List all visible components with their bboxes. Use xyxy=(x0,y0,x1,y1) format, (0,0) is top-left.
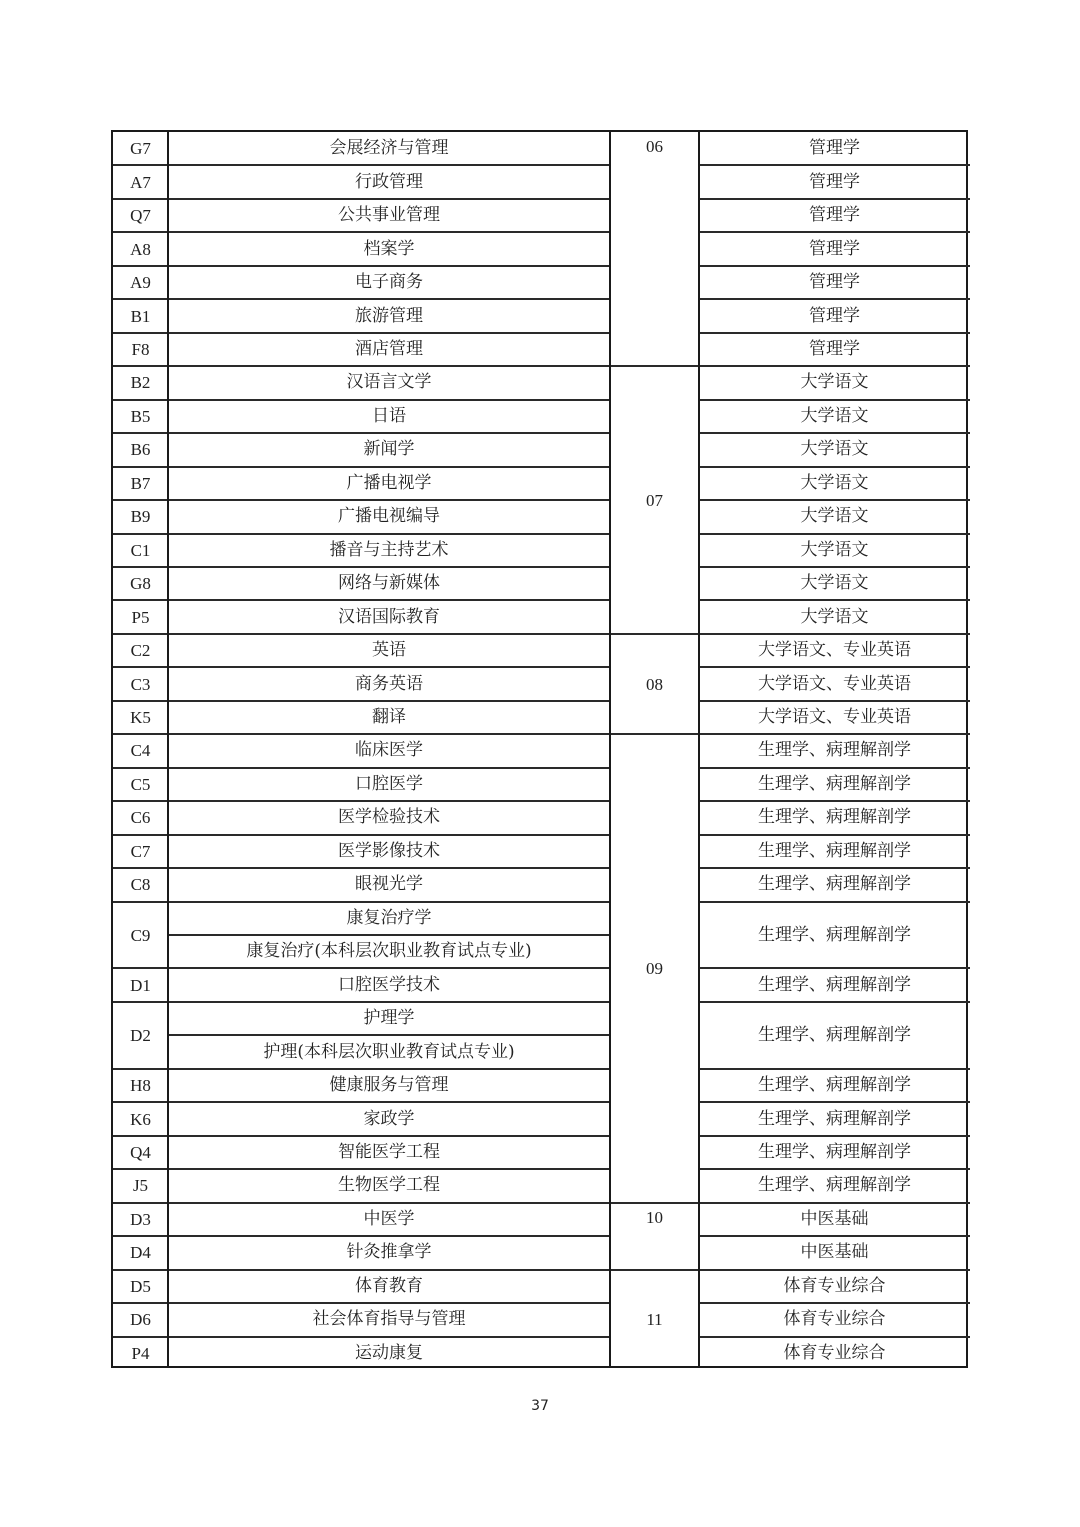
row-divider xyxy=(113,633,610,635)
major-name-cell: 日语 xyxy=(372,405,406,426)
page-number: 37 xyxy=(531,1398,549,1414)
row-divider xyxy=(699,834,970,836)
row-divider xyxy=(699,1001,970,1003)
row-divider xyxy=(113,800,610,802)
group-divider xyxy=(610,1269,699,1271)
major-name-cell: 汉语国际教育 xyxy=(338,606,440,627)
group-divider xyxy=(610,733,699,735)
major-code-cell: D4 xyxy=(130,1243,151,1263)
row-divider xyxy=(699,1068,970,1070)
exam-subject-cell: 大学语文 xyxy=(800,539,869,560)
exam-subject-cell: 生理学、病理解剖学 xyxy=(758,840,911,861)
row-divider xyxy=(113,298,610,300)
major-code-cell: Q4 xyxy=(130,1143,151,1162)
row-divider xyxy=(113,1135,610,1137)
row-divider xyxy=(113,834,610,836)
major-name-cell: 社会体育指导与管理 xyxy=(312,1309,466,1330)
row-divider xyxy=(699,265,970,267)
major-name-cell: 电子商务 xyxy=(355,272,423,293)
major-code-cell: B6 xyxy=(130,440,151,460)
major-code-cell: A8 xyxy=(130,239,151,259)
major-code-cell: P4 xyxy=(131,1343,150,1363)
major-code-cell: C3 xyxy=(130,674,151,694)
row-divider xyxy=(699,967,970,969)
exam-subject-cell: 管理学 xyxy=(809,238,860,259)
major-code-cell: A9 xyxy=(130,273,151,293)
group-code-cell: 11 xyxy=(646,1310,663,1330)
major-code-cell: D2 xyxy=(130,1025,151,1045)
row-divider xyxy=(113,164,610,166)
exam-subject-cell: 生理学、病理解剖学 xyxy=(758,1175,911,1196)
row-divider xyxy=(113,700,610,702)
major-code-cell: C5 xyxy=(130,774,151,794)
row-divider xyxy=(113,1302,610,1304)
row-divider xyxy=(699,666,970,668)
column-divider xyxy=(167,132,169,1366)
major-name-cell: 护理(本科层次职业教育试点专业) xyxy=(263,1041,515,1062)
row-divider xyxy=(113,499,610,501)
row-divider xyxy=(113,365,610,367)
major-name-cell: 康复治疗学 xyxy=(346,907,432,928)
major-code-cell: C9 xyxy=(130,925,151,945)
row-divider xyxy=(699,533,970,535)
row-divider xyxy=(699,566,970,568)
table-frame xyxy=(111,130,968,1368)
major-code-cell: C2 xyxy=(130,641,151,661)
group-code-cell: 10 xyxy=(646,1207,663,1227)
row-divider xyxy=(699,633,970,635)
row-divider xyxy=(113,466,610,468)
row-divider xyxy=(699,399,970,401)
row-divider xyxy=(699,466,970,468)
group-divider xyxy=(610,633,699,635)
major-name-cell: 播音与主持艺术 xyxy=(329,539,449,560)
exam-subject-cell: 大学语文 xyxy=(800,405,869,426)
exam-subject-cell: 大学语文、专业英语 xyxy=(758,640,911,661)
major-code-cell: K5 xyxy=(130,708,151,728)
row-divider xyxy=(113,1202,610,1204)
row-divider xyxy=(699,332,970,334)
major-code-cell: D6 xyxy=(130,1310,151,1330)
exam-subject-cell: 生理学、病理解剖学 xyxy=(758,874,911,895)
exam-subject-cell: 大学语文 xyxy=(800,472,869,493)
row-divider xyxy=(113,265,610,267)
exam-subject-cell: 大学语文、专业英语 xyxy=(758,707,911,728)
row-divider xyxy=(113,1168,610,1170)
major-name-cell: 酒店管理 xyxy=(355,338,423,359)
exam-subject-cell: 中医基础 xyxy=(800,1242,869,1263)
row-divider xyxy=(113,332,610,334)
major-code-cell: D3 xyxy=(130,1209,151,1229)
row-divider xyxy=(113,1068,610,1070)
row-divider xyxy=(699,700,970,702)
row-divider xyxy=(699,599,970,601)
row-divider xyxy=(113,599,610,601)
row-divider xyxy=(168,934,610,936)
major-name-cell: 临床医学 xyxy=(355,740,423,761)
major-name-cell: 新闻学 xyxy=(363,439,415,460)
column-divider xyxy=(698,132,700,1366)
group-code-cell: 06 xyxy=(646,137,663,156)
exam-subject-cell: 大学语文 xyxy=(800,506,869,527)
major-name-cell: 家政学 xyxy=(363,1108,415,1129)
major-name-cell: 网络与新媒体 xyxy=(338,573,440,594)
exam-subject-cell: 管理学 xyxy=(809,272,860,293)
major-code-cell: G7 xyxy=(130,139,151,159)
major-code-cell: H8 xyxy=(130,1076,151,1096)
exam-subject-cell: 体育专业综合 xyxy=(783,1342,886,1363)
exam-subject-cell: 生理学、病理解剖学 xyxy=(758,1142,911,1162)
major-code-cell: B7 xyxy=(130,473,151,493)
exam-subject-cell: 生理学、病理解剖学 xyxy=(758,974,911,995)
row-divider xyxy=(113,399,610,401)
exam-subject-cell: 管理学 xyxy=(809,205,860,226)
exam-subject-cell: 体育专业综合 xyxy=(783,1275,886,1296)
major-name-cell: 医学影像技术 xyxy=(338,840,440,861)
major-name-cell: 广播电视学 xyxy=(346,472,432,493)
row-divider xyxy=(113,198,610,200)
group-divider xyxy=(610,365,699,367)
major-code-cell: P5 xyxy=(131,607,150,627)
major-name-cell: 商务英语 xyxy=(355,673,423,694)
row-divider xyxy=(699,767,970,769)
major-name-cell: 口腔医学技术 xyxy=(338,974,440,995)
row-divider xyxy=(113,1269,610,1271)
row-divider xyxy=(699,499,970,501)
row-divider xyxy=(113,767,610,769)
row-divider xyxy=(113,533,610,535)
exam-subject-cell: 管理学 xyxy=(809,138,860,159)
row-divider xyxy=(699,1336,970,1338)
exam-subject-cell: 中医基础 xyxy=(800,1208,869,1229)
group-code-cell: 08 xyxy=(646,674,663,694)
exam-subject-cell: 体育专业综合 xyxy=(783,1309,886,1330)
exam-subject-cell: 大学语文、专业英语 xyxy=(758,673,911,694)
row-divider xyxy=(699,1302,970,1304)
major-name-cell: 旅游管理 xyxy=(355,305,423,326)
major-name-cell: 针灸推拿学 xyxy=(346,1242,432,1263)
major-name-cell: 康复治疗(本科层次职业教育试点专业) xyxy=(246,941,532,962)
major-name-cell: 会展经济与管理 xyxy=(329,138,449,159)
group-code-cell: 09 xyxy=(646,958,663,978)
major-code-cell: C6 xyxy=(130,808,151,828)
major-code-cell: B5 xyxy=(130,406,151,426)
major-code-cell: C8 xyxy=(130,875,151,895)
exam-subject-cell: 生理学、病理解剖学 xyxy=(758,924,911,945)
exam-subject-cell: 管理学 xyxy=(809,305,860,326)
row-divider xyxy=(699,1135,970,1137)
major-code-cell: C7 xyxy=(130,841,151,861)
major-name-cell: 眼视光学 xyxy=(355,874,423,895)
major-name-cell: 广播电视编导 xyxy=(338,506,440,527)
major-code-cell: F8 xyxy=(131,339,150,359)
row-divider xyxy=(113,231,610,233)
row-divider xyxy=(113,733,610,735)
exam-subject-cell: 大学语文 xyxy=(800,606,869,627)
row-divider xyxy=(699,164,970,166)
row-divider xyxy=(113,1101,610,1103)
major-name-cell: 护理学 xyxy=(363,1008,415,1029)
row-divider xyxy=(113,432,610,434)
exam-subject-cell: 管理学 xyxy=(809,338,860,359)
exam-subject-cell: 大学语文 xyxy=(800,439,869,460)
exam-subject-cell: 生理学、病理解剖学 xyxy=(758,1075,911,1096)
row-divider xyxy=(699,1269,970,1271)
row-divider xyxy=(699,1101,970,1103)
major-name-cell: 档案学 xyxy=(363,238,415,259)
row-divider xyxy=(113,867,610,869)
row-divider xyxy=(699,1168,970,1170)
exam-subject-cell: 大学语文 xyxy=(800,372,869,393)
major-name-cell: 生物医学工程 xyxy=(338,1175,440,1196)
row-divider xyxy=(699,733,970,735)
major-code-cell: D1 xyxy=(130,975,151,995)
row-divider xyxy=(699,432,970,434)
major-name-cell: 智能医学工程 xyxy=(338,1142,440,1162)
major-name-cell: 公共事业管理 xyxy=(338,205,440,226)
major-code-cell: K6 xyxy=(130,1109,151,1129)
row-divider xyxy=(699,1235,970,1237)
major-name-cell: 英语 xyxy=(372,640,406,661)
row-divider xyxy=(113,967,610,969)
row-divider xyxy=(699,800,970,802)
major-name-cell: 医学检验技术 xyxy=(338,807,440,828)
group-code-cell: 07 xyxy=(646,490,663,510)
row-divider xyxy=(113,1336,610,1338)
major-name-cell: 行政管理 xyxy=(355,171,423,192)
row-divider xyxy=(113,1235,610,1237)
major-name-cell: 口腔医学 xyxy=(355,773,423,794)
major-name-cell: 翻译 xyxy=(372,707,406,728)
row-divider xyxy=(699,198,970,200)
major-name-cell: 运动康复 xyxy=(355,1342,423,1363)
row-divider xyxy=(113,901,610,903)
major-code-cell: C1 xyxy=(130,540,151,560)
major-code-cell: J5 xyxy=(132,1176,149,1196)
major-code-cell: Q7 xyxy=(130,206,151,226)
major-code-cell: B9 xyxy=(130,507,151,527)
major-code-cell: G8 xyxy=(130,574,151,594)
exam-subject-cell: 生理学、病理解剖学 xyxy=(758,1108,911,1129)
row-divider xyxy=(168,1034,610,1036)
major-name-cell: 中医学 xyxy=(363,1208,415,1229)
row-divider xyxy=(113,1001,610,1003)
row-divider xyxy=(699,1202,970,1204)
exam-subject-cell: 生理学、病理解剖学 xyxy=(758,773,911,794)
row-divider xyxy=(113,666,610,668)
row-divider xyxy=(699,231,970,233)
major-name-cell: 健康服务与管理 xyxy=(329,1075,449,1096)
major-code-cell: B1 xyxy=(130,306,151,326)
row-divider xyxy=(699,901,970,903)
major-subject-table xyxy=(111,130,968,1368)
major-code-cell: D5 xyxy=(130,1276,151,1296)
exam-subject-cell: 管理学 xyxy=(809,171,860,192)
row-divider xyxy=(699,867,970,869)
exam-subject-cell: 大学语文 xyxy=(800,573,869,594)
exam-subject-cell: 生理学、病理解剖学 xyxy=(758,740,911,761)
group-divider xyxy=(610,1202,699,1204)
major-code-cell: A7 xyxy=(130,172,151,192)
row-divider xyxy=(699,365,970,367)
exam-subject-cell: 生理学、病理解剖学 xyxy=(758,807,911,828)
major-code-cell: B2 xyxy=(130,373,151,393)
major-code-cell: C4 xyxy=(130,741,151,761)
exam-subject-cell: 生理学、病理解剖学 xyxy=(758,1024,911,1045)
row-divider xyxy=(699,298,970,300)
column-divider xyxy=(609,132,611,1366)
major-name-cell: 汉语言文学 xyxy=(346,372,432,393)
row-divider xyxy=(113,566,610,568)
major-name-cell: 体育教育 xyxy=(355,1275,423,1296)
